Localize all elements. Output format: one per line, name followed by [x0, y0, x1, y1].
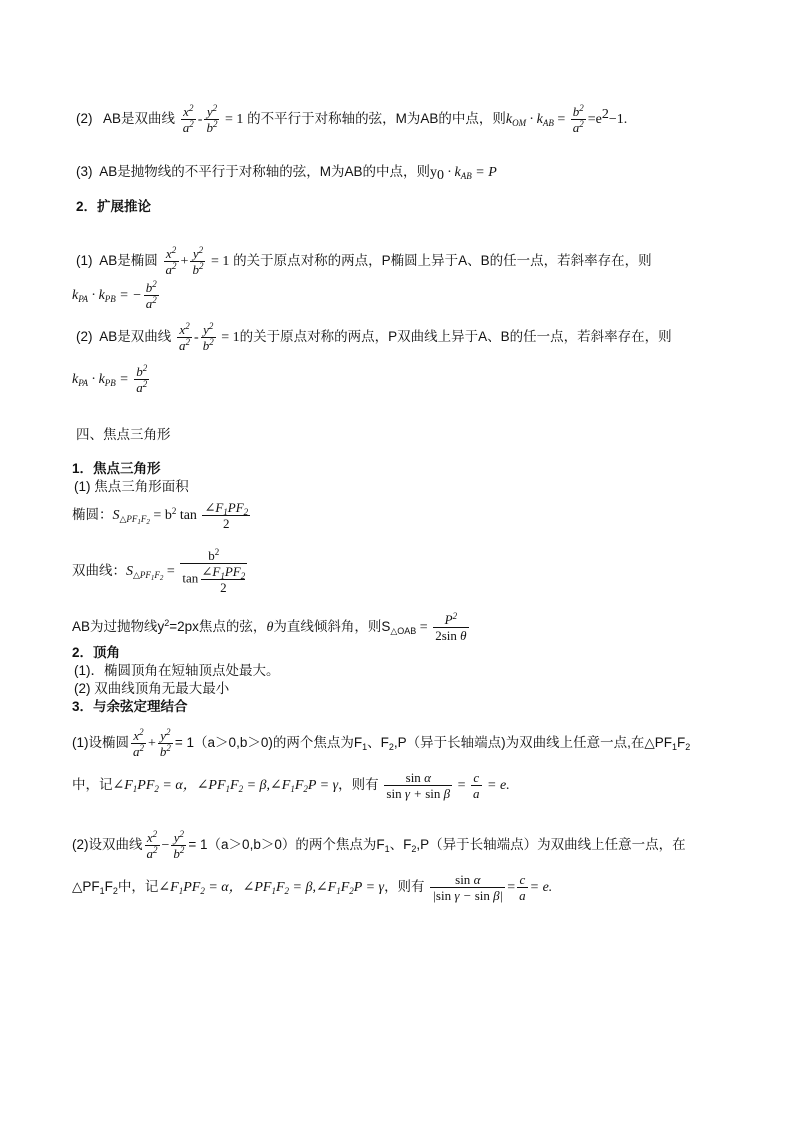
fraction: $\frac{P^2}{\text{2sin θ}}$ [435, 611, 467, 643]
fraction: $\frac{\angle F_1PF_2}{2}$ [204, 500, 249, 531]
fraction: $\frac{c}{a}$ [519, 872, 526, 903]
inference-1-ellipse: (1) AB是椭圆 $\frac{x^2}{a^2}$ + $\frac{y^2}{b^2}$ = 1 的关于原点对称的两点，P椭圆上异于A、B的任一点，若斜率存在，则 [76, 245, 652, 277]
fraction: $\frac{x^2}{a^2}$ [165, 245, 177, 277]
heading-extended-inference: 2．扩展推论 [76, 199, 152, 214]
fraction: $\frac{y^2}{b^2}$ [173, 829, 185, 861]
fraction: $\frac{\text{sin α}}{\text{|sin γ − sin β|}}$ [432, 872, 504, 903]
fraction: $\frac{b^2}{a^2}$ [145, 279, 157, 311]
heading-vertex-angle: 2．顶角 [72, 645, 121, 660]
hyperbola-area-formula: 双曲线：$S_{\triangle PF_1F_2}$ = $b^2$ tan $\frac{\angle F_1PF_2}{2}$ [72, 547, 246, 595]
vertex-angle-hyperbola: (2) 双曲线顶角无最大最小 [74, 681, 230, 696]
fraction: $\frac{b^2}{a^2}$ [572, 103, 584, 135]
parabola-focal-chord-area: AB为过抛物线$y^2=2px$焦点的弦，θ为直线倾斜角，则$S_{\triangle OAB}$ = $\frac{P^2}{\text{2sin θ}}$ [72, 611, 467, 643]
section-focal-triangle: 四、焦点三角形 [76, 427, 171, 442]
fraction: $\frac{x^2}{a^2}$ [146, 829, 158, 861]
ellipse-area-formula: 椭圆：$S_{\triangle PF_1F_2} = b^2$ tan $\frac{\angle F_1PF_2}{2}$ [72, 500, 249, 531]
cosine-1-ellipse: (1)设椭圆 $\frac{x^2}{a^2}$ + $\frac{y^2}{b^2}$ = 1（a＞0,b＞0)的两个焦点为$F_1$、$F_2,P$（异于长轴端点)为双曲线上任意一点,在$\triangle PF_1F_2$ [72, 727, 691, 759]
fraction: $\frac{x^2}{a^2}$ [133, 727, 144, 759]
cosine-2-hyperbola: (2)设双曲线 $\frac{x^2}{a^2}$ − $\frac{y^2}{b^2}$ = 1（a＞0,b＞0）的两个焦点为$F_1$、$F_2,P$（异于长轴端点）为双曲线上任意一点，在 [72, 829, 686, 861]
fraction: $\frac{y^2}{b^2}$ [159, 727, 171, 759]
inference-2-hyperbola: (2) AB是双曲线 $\frac{x^2}{a^2}$ - $\frac{y^2}{b^2}$ = 1的关于原点对称的两点，P双曲线上异于A、B的任一点，若斜率存在，则 [76, 321, 672, 353]
fraction: $\frac{y^2}{b^2}$ [202, 321, 214, 353]
cosine-1-conclusion: 中，记$\angle F_1PF_2 = \alpha$，$\angle PF_1F_2$ = $\beta,\angle F_1F_2P = \gamma$，则有 $\frac{\text{sin α}}{\text{sin γ + sin β}}$ = $\frac{c}{a}$ = e. [72, 770, 510, 801]
inference-1-formula: $k_{PA} \cdot k_{PB}$ = − $\frac{b^2}{a^2}$ [72, 279, 157, 311]
cosine-2-conclusion: $\triangle PF_1F_2$中，记$\angle F_1PF_2 = \alpha$，$\angle PF_1F_2$ = $\beta,\angle F_1F_2P = \gamma$，则有 $\frac{\text{sin α}}{\text{|sin γ − sin β|}}$ = $\frac{c}{a}$ = e. [72, 872, 553, 903]
property-3-parabola-chord: (3) AB是抛物线的不平行于对称轴的弦，M为AB的中点，则$y_0 \cdot k_{AB} = P$ [76, 164, 497, 183]
fraction: $\frac{y^2}{b^2}$ [206, 103, 218, 135]
fraction: $\frac{x^2}{a^2}$ [179, 321, 191, 353]
fraction: $\frac{b^2}{a^2}$ [136, 363, 148, 395]
fraction: $\frac{y^2}{b^2}$ [192, 245, 204, 277]
fraction: $\frac{\text{sin α}}{\text{sin γ + sin β}}$ [386, 770, 451, 801]
property-2-hyperbola-chord: (2) AB是双曲线 $\frac{x^2}{a^2}$ - $\frac{y^2}{b^2}$ = 1 的不平行于对称轴的弦，M为AB的中点，则$k_{OM} \cdot k_{AB}$ = $\frac{b^2}{a^2}$ $=e^2-1$. [76, 103, 628, 135]
inference-2-formula: $k_{PA} \cdot k_{PB}$ = $\frac{b^2}{a^2}$ [72, 363, 148, 395]
fraction: $\frac{c}{a}$ [473, 770, 480, 801]
vertex-angle-ellipse: (1)．椭圆顶角在短轴顶点处最大。 [74, 663, 280, 678]
heading-cosine-law: 3．与余弦定理结合 [72, 699, 188, 714]
fraction: $b^2$ tan $\frac{\angle F_1PF_2}{2}$ [182, 547, 246, 595]
fraction: $\frac{x^2}{a^2}$ [182, 103, 194, 135]
subheading-area: (1) 焦点三角形面积 [74, 479, 189, 494]
heading-focal-triangle: 1．焦点三角形 [72, 461, 161, 476]
